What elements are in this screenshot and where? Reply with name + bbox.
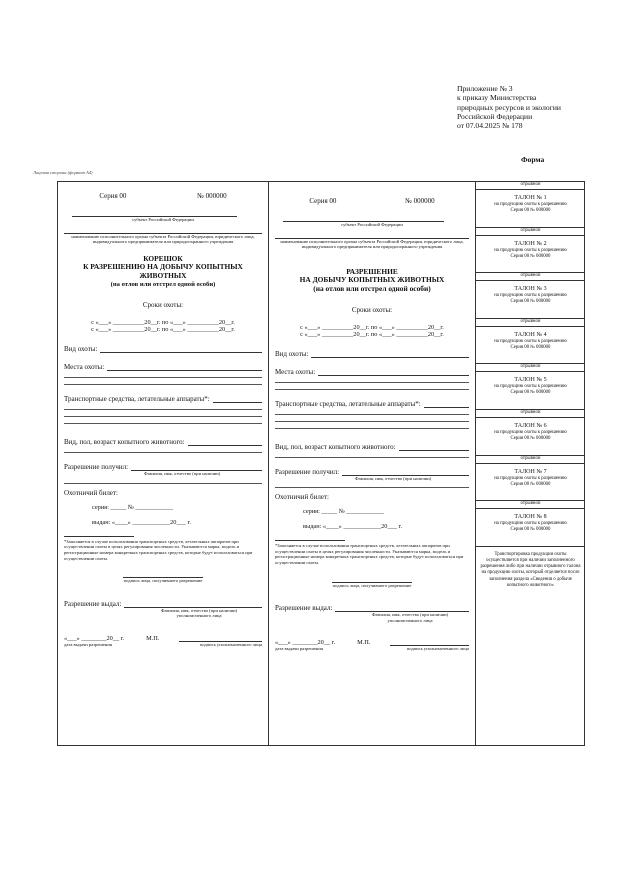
talon-for: на продукцию охоты к разрешению [494, 247, 567, 253]
series-row [275, 197, 469, 205]
received-field [64, 463, 262, 471]
footnote: *Заполняется в случае использования транспортных средств, летательных аппаратов при осуществлении охоты в целях регулирования численности. Указываются марка, модель и регистрационные номера конкретных транспортных средств, которые будут использоваться при осуществлении охоты. [275, 543, 464, 565]
org-caption: наименование исполнительного органа субъекта Российской Федерации, юридического лица, индивидуального предпринимателя или природоохранного учреждения [280, 238, 464, 250]
issued-by-input[interactable] [335, 604, 469, 612]
transport-label: Транспортные средства, летательные аппараты*: [64, 395, 210, 404]
date-row [275, 639, 469, 646]
title-line: ЖИВОТНЫХ [139, 270, 187, 280]
transport-extra-line[interactable] [275, 415, 469, 422]
talon-1[interactable] [476, 182, 585, 228]
fio-caption: Фамилия, имя, отчество (при наличии) [355, 475, 432, 481]
issuer-caption: Фамилия, имя, отчество (при наличии) уполномоченного лица [371, 612, 449, 623]
hunt-type-input[interactable] [311, 350, 469, 358]
transport-field [275, 400, 469, 408]
animal-label: Вид, пол, возраст копытного животного: [275, 442, 396, 451]
ticket-series[interactable]: серия: _____ № ____________ [303, 508, 385, 516]
talon-title: ТАЛОН № 1 [514, 195, 547, 201]
tear-label: отрывной [476, 456, 585, 464]
series: Серия 00 [309, 197, 337, 205]
ticket-issued[interactable]: выдан: «____» ____________20___ г. [303, 523, 402, 531]
talon-series: Серия 00 № 000000 [510, 390, 551, 396]
transport-extra-line[interactable] [275, 408, 469, 415]
stamp-label: М.П. [357, 639, 371, 647]
tear-label: отрывной [476, 273, 585, 281]
issued-by-field [275, 604, 469, 612]
term-line-2: с «___» __________20__г. по «___» __________20__г. [91, 326, 235, 334]
talon-for: на продукцию охоты к разрешению [494, 384, 567, 390]
hunt-places-extra-line[interactable] [64, 371, 262, 378]
talon-title: ТАЛОН № 3 [514, 286, 547, 293]
talon-title: ТАЛОН № 2 [514, 240, 547, 247]
series-row [64, 192, 262, 200]
issued-by-label: Разрешение выдал: [275, 604, 333, 613]
transport-extra-line[interactable] [275, 422, 469, 429]
transport-note: Транспортировка продукции охоты осуществляется при наличии заполненного разрешения либо при наличии отрывного талона на продукцию охоты, который отделяется после заполнения раздела «Сведения о добыче копытного животного» [480, 551, 581, 588]
talon-for: на продукцию охоты к разрешению [494, 475, 567, 481]
talon-5[interactable] [476, 364, 585, 410]
talon-series: Серия 00 № 000000 [510, 253, 551, 259]
fio-caption: Фамилия, имя, отчество (при наличии) [144, 471, 221, 477]
hunt-places-field [275, 368, 469, 376]
received-input[interactable] [131, 463, 262, 471]
talon-3[interactable] [476, 273, 585, 319]
talon-4[interactable] [476, 319, 585, 365]
transport-field [64, 395, 262, 403]
footnote-divider [275, 540, 345, 541]
side-note: Лицевая сторона (формат А4) [33, 170, 93, 175]
talon-series: Серия 00 № 000000 [510, 208, 551, 213]
hunt-type-label: Вид охоты: [275, 349, 309, 358]
talon-title: ТАЛОН № 4 [514, 331, 547, 338]
hunt-type-input[interactable] [100, 345, 262, 353]
terms-label: Сроки охоты: [142, 301, 184, 310]
form-title [64, 255, 262, 289]
received-label: Разрешение получил: [64, 463, 129, 472]
talons-column [476, 182, 585, 745]
term-line-1: с «___» __________20__г. по «___» __________20__г. [91, 319, 235, 327]
subject-caption: субъект Российской Федерации [341, 222, 403, 227]
hunt-places-label: Места охоты: [275, 367, 316, 376]
animal-input[interactable] [399, 443, 469, 451]
issuer-caption: Фамилия, имя, отчество (при наличии) уполномоченного лица [160, 607, 238, 619]
number: № 000000 [197, 192, 227, 200]
hunt-places-label: Места охоты: [64, 363, 105, 372]
tear-label: отрывной [476, 364, 585, 372]
terms-label: Сроки охоты: [351, 305, 393, 314]
hunt-places-extra-line[interactable] [275, 383, 469, 390]
ticket-series[interactable]: серия: _____ № ____________ [92, 503, 174, 511]
transport-input[interactable] [213, 395, 262, 403]
tear-label: отрывной [476, 501, 585, 509]
title-line: К РАЗРЕШЕНИЮ НА ДОБЫЧУ КОПЫТНЫХ [83, 262, 243, 272]
received-extra-line[interactable] [64, 477, 262, 484]
talon-6[interactable] [476, 410, 585, 456]
received-label: Разрешение получил: [275, 467, 340, 476]
title-line: КОРЕШОК [143, 253, 183, 263]
tear-label: отрывной [476, 182, 585, 190]
form-title [275, 268, 469, 294]
hunt-places-extra-line[interactable] [275, 376, 469, 383]
hunt-places-field [64, 363, 262, 371]
title-line: (на отлов или отстрел одной особи) [313, 283, 431, 293]
form-label: Форма [521, 155, 545, 164]
title-line: (на отлов или отстрел одной особи) [110, 280, 216, 288]
hunt-type-label: Вид охоты: [64, 345, 98, 354]
hunt-places-extra-line[interactable] [64, 378, 262, 385]
term-line-1: с «___» __________20__г. по «___» __________20__г. [300, 323, 444, 331]
talon-for: на продукцию охоты к разрешению [494, 521, 567, 527]
series: Серия 00 [99, 192, 127, 200]
transport-extra-line[interactable] [64, 417, 262, 424]
animal-field [275, 443, 469, 451]
animal-extra-line[interactable] [275, 451, 469, 458]
date-captions [275, 646, 469, 652]
footnote-divider [64, 536, 134, 537]
talon-7[interactable] [476, 456, 585, 502]
ticket-issued[interactable]: выдан: «____» ____________20___ г. [92, 518, 191, 526]
date-caption: дата выдачи разрешения [64, 641, 112, 647]
footnote: *Заполняется в случае использования транспортных средств, летательных аппаратов при осуществлении охоты в целях регулирования численности. Указываются марка, модель и регистрационные номера конкретных транспортных средств, которые будут использоваться при осуществлении охоты. [64, 538, 253, 561]
transport-input[interactable] [424, 400, 469, 408]
transport-extra-line[interactable] [64, 403, 262, 410]
receiver-sign-caption: подпись лица, получившего разрешение [332, 582, 412, 588]
talon-series: Серия 00 № 000000 [510, 299, 551, 305]
talon-title: ТАЛОН № 7 [514, 468, 547, 475]
hunt-type-field [275, 350, 469, 358]
transport-label: Транспортные средства, летательные аппараты*: [275, 399, 421, 408]
animal-field [64, 438, 262, 446]
appendix-header [457, 84, 561, 130]
received-input[interactable] [342, 468, 469, 476]
issued-by-input[interactable] [124, 600, 262, 608]
received-extra-line[interactable] [275, 481, 469, 488]
appendix-line: Приложение № 3 [457, 84, 513, 93]
issue-date[interactable]: «___» ________20__ г. [64, 634, 125, 642]
animal-label: Вид, пол, возраст копытного животного: [64, 438, 185, 447]
talon-for: на продукцию охоты к разрешению [494, 202, 567, 207]
hunt-places-input[interactable] [107, 363, 262, 371]
talon-title: ТАЛОН № 6 [514, 422, 547, 429]
appendix-line: природных ресурсов и экологии [457, 102, 561, 112]
talon-series: Серия 00 № 000000 [510, 481, 551, 487]
appendix-line: Российской Федерации [457, 111, 533, 121]
transport-extra-line[interactable] [64, 410, 262, 417]
appendix-line: от 07.04.2025 № 178 [457, 121, 523, 131]
permit-form-table [57, 181, 585, 746]
date-captions [64, 642, 262, 648]
issued-by-label: Разрешение выдал: [64, 599, 122, 608]
talon-series: Серия 00 № 000000 [510, 527, 551, 533]
talon-series: Серия 00 № 000000 [510, 344, 551, 350]
talon-8[interactable] [476, 501, 585, 547]
subject-caption: субъект Российской Федерации [132, 217, 194, 222]
permit-column [269, 182, 476, 745]
ticket-label: Охотничий билет: [275, 493, 329, 502]
title-line: НА ДОБЫЧУ КОПЫТНЫХ ЖИВОТНЫХ [299, 275, 445, 285]
stamp-label: М.П. [146, 634, 160, 642]
sign-caption: подпись уполномоченного лица [406, 646, 469, 652]
ticket-label: Охотничий билет: [64, 488, 118, 497]
talon-for: на продукцию охоты к разрешению [494, 338, 567, 344]
received-field [275, 468, 469, 476]
title-line: РАЗРЕШЕНИЕ [346, 266, 398, 276]
animal-extra-line[interactable] [64, 446, 262, 453]
org-caption: наименование исполнительного органа субъекта Российской Федерации, юридического лица, индивидуального предпринимателя или природоохранного учреждения [71, 233, 255, 245]
talon-for: на продукцию охоты к разрешению [494, 429, 567, 435]
talon-2[interactable] [476, 228, 585, 274]
tear-label: отрывной [476, 410, 585, 418]
issue-date[interactable]: «___» ________20__ г. [275, 639, 336, 647]
talon-for: на продукцию охоты к разрешению [494, 293, 567, 299]
hunt-type-field [64, 345, 262, 353]
date-caption: дата выдачи разрешения [275, 646, 323, 652]
tear-label: отрывной [476, 228, 585, 236]
stub-column [58, 182, 269, 745]
date-row [64, 635, 262, 642]
number: № 000000 [405, 197, 435, 205]
appendix-line: к приказу Министерства [457, 93, 537, 103]
talon-title: ТАЛОН № 5 [514, 377, 547, 384]
talon-series: Серия 00 № 000000 [510, 435, 551, 441]
term-line-2: с «___» __________20__г. по «___» __________20__г. [300, 330, 444, 338]
animal-input[interactable] [188, 438, 262, 446]
issued-by-field [64, 600, 262, 608]
tear-label: отрывной [476, 319, 585, 327]
hunt-places-input[interactable] [318, 368, 469, 376]
receiver-sign-caption: подпись лица, получившего разрешение [123, 578, 203, 584]
sign-caption: подпись уполномоченного лица [199, 641, 262, 647]
talon-title: ТАЛОН № 8 [514, 514, 547, 521]
